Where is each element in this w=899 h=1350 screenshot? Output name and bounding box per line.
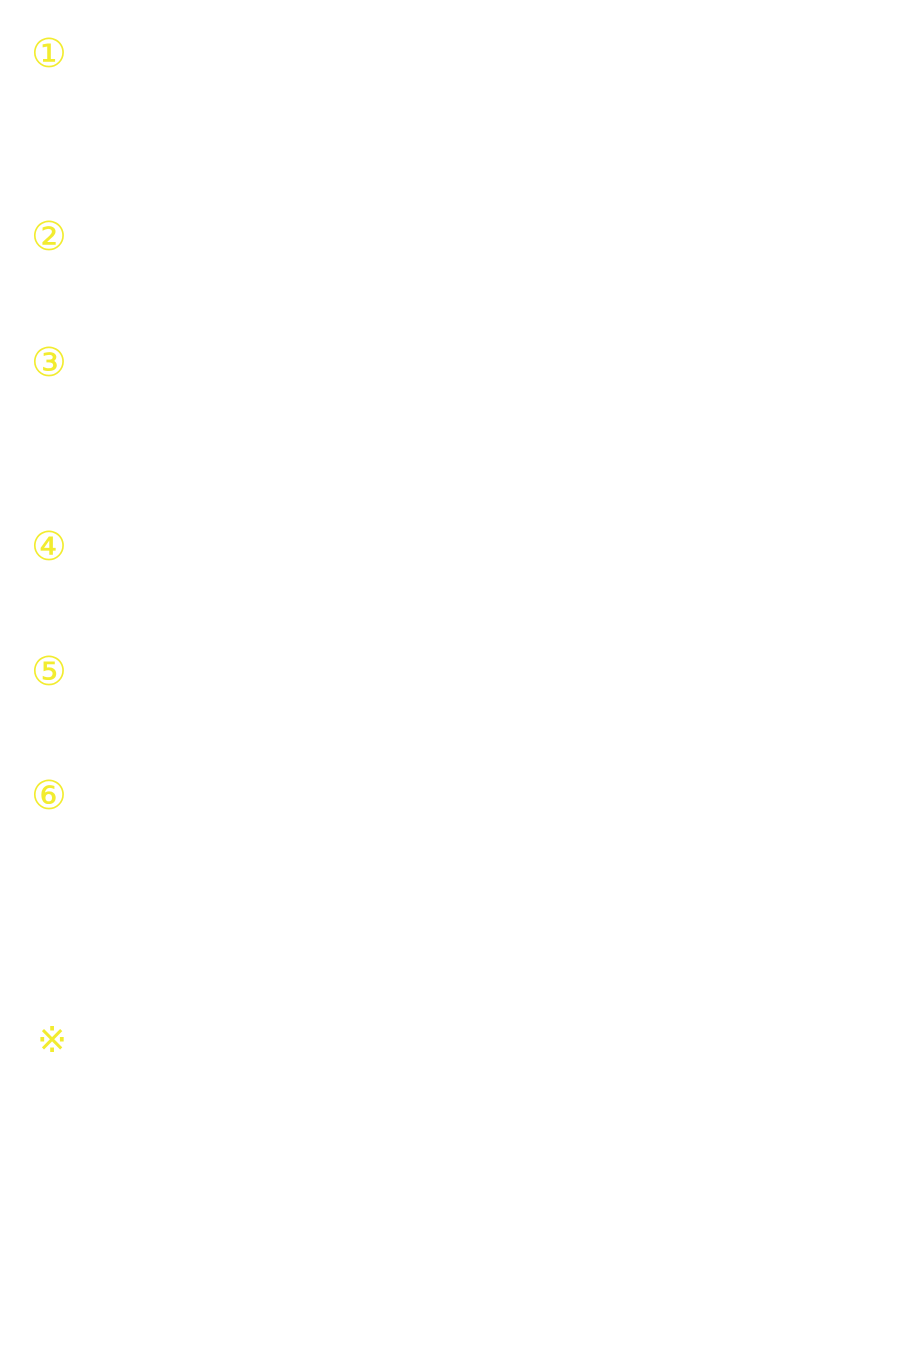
list-marker-1: ① (31, 31, 67, 77)
list-marker-3: ③ (31, 340, 67, 386)
list-marker-2: ② (31, 214, 67, 260)
list-marker-4: ④ (31, 524, 67, 570)
list-marker-6: ⑥ (31, 773, 67, 819)
list-marker-5: ⑤ (31, 649, 67, 695)
reference-mark: ※ (37, 1020, 68, 1061)
